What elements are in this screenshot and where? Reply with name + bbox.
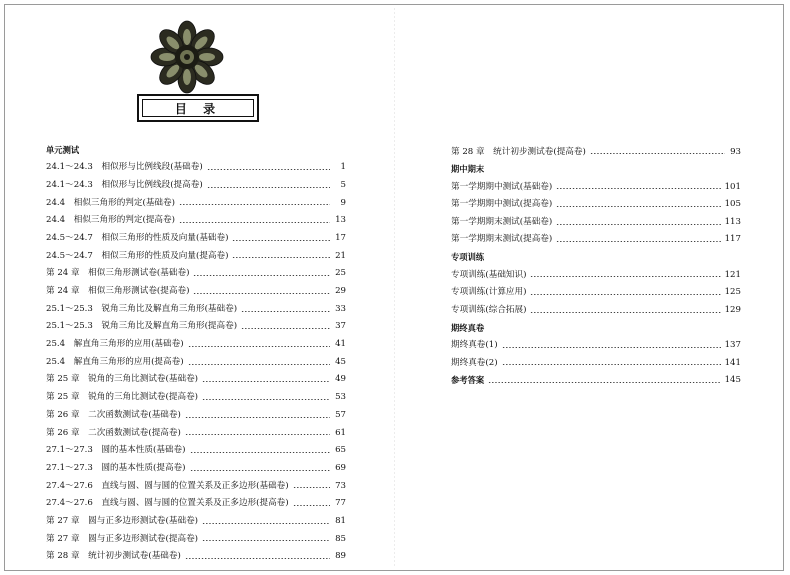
section-label: 期终真卷 [451, 322, 485, 333]
entry-label: 25.4 解直角三角形的应用(基础卷) [46, 339, 184, 350]
toc-entry[interactable] [46, 265, 346, 283]
leader-dots [202, 381, 330, 382]
section-label: 专项训练 [451, 252, 485, 263]
entry-label: 27.4～27.6 直线与圆、圆与圆的位置关系及正多边形(提高卷) [46, 498, 289, 509]
entry-label: 第 25 章 锐角的三角比测试卷(基础卷) [46, 374, 199, 385]
toc-entry[interactable] [46, 459, 346, 477]
entry-label: 第 25 章 锐角的三角比测试卷(提高卷) [46, 392, 199, 403]
page-number: 41 [335, 339, 346, 350]
entry-label: 专项训练(计算应用) [451, 287, 527, 298]
toc-section-heading [451, 161, 741, 179]
toc-entry[interactable] [46, 283, 346, 301]
entry-label: 24.4 相似三角形的判定(提高卷) [46, 215, 175, 226]
leader-dots [202, 399, 330, 400]
leader-dots [188, 364, 330, 365]
entry-label: 25.1～25.3 锐角三角比及解直角三角形(基础卷) [46, 303, 238, 314]
page-number: 57 [335, 409, 346, 420]
leader-dots [190, 452, 330, 453]
entry-label: 第一学期期末测试(提高卷) [451, 234, 553, 245]
entry-label: 期终真卷(1) [451, 340, 498, 351]
leader-dots [556, 224, 720, 225]
page-number: 81 [335, 515, 346, 526]
toc-entry[interactable] [46, 318, 346, 336]
page-number: 13 [335, 215, 346, 226]
page-number: 121 [724, 269, 741, 280]
entry-label: 第一学期期中测试(基础卷) [451, 181, 553, 192]
toc-entry[interactable] [46, 389, 346, 407]
page-number: 49 [335, 374, 346, 385]
page-number: 33 [335, 303, 346, 314]
toc-section-heading [451, 319, 741, 337]
toc-entry[interactable] [451, 143, 741, 161]
entry-label: 第 27 章 圆与正多边形测试卷(基础卷) [46, 515, 199, 526]
toc-entry[interactable] [46, 176, 346, 194]
page-number: 85 [335, 533, 346, 544]
toc-entry[interactable] [46, 477, 346, 495]
page-number: 65 [335, 445, 346, 456]
leader-dots [556, 241, 720, 242]
page-number: 77 [335, 498, 346, 509]
leader-dots [202, 540, 330, 541]
toc-section-heading [46, 141, 346, 159]
toc-entry[interactable] [46, 212, 346, 230]
toc-section-heading [451, 249, 741, 267]
leader-dots [190, 470, 330, 471]
entry-label: 专项训练(综合拓展) [451, 304, 527, 315]
toc-entry[interactable] [46, 247, 346, 265]
toc-entry[interactable] [46, 353, 346, 371]
page-number: 29 [335, 286, 346, 297]
leader-dots [530, 276, 720, 277]
toc-entry[interactable] [451, 213, 741, 231]
toc-title-box [137, 94, 259, 122]
toc-entry[interactable] [451, 372, 741, 390]
toc-entry[interactable] [46, 159, 346, 177]
leader-dots [590, 153, 725, 154]
toc-entry[interactable] [451, 266, 741, 284]
leader-dots [556, 188, 720, 189]
page-number: 137 [724, 340, 741, 351]
page-number: 69 [335, 462, 346, 473]
leader-dots [202, 523, 330, 524]
entry-label: 27.1～27.3 圆的基本性质(提高卷) [46, 462, 186, 473]
page-number: 129 [724, 304, 741, 315]
page-number: 125 [724, 287, 741, 298]
page-number: 5 [340, 179, 346, 190]
toc-entry[interactable] [46, 229, 346, 247]
toc-entry[interactable] [451, 178, 741, 196]
leader-dots [293, 487, 330, 488]
toc-entry[interactable] [46, 495, 346, 513]
entry-label: 专项训练(基础知识) [451, 269, 527, 280]
entry-label: 第 28 章 统计初步测试卷(提高卷) [451, 146, 586, 157]
entry-label: 第 28 章 统计初步测试卷(基础卷) [46, 551, 181, 562]
page-number: 117 [724, 234, 741, 245]
page-number: 89 [335, 551, 346, 562]
leader-dots [185, 417, 330, 418]
toc-entry[interactable] [46, 406, 346, 424]
toc-entry[interactable] [46, 371, 346, 389]
page-number: 61 [335, 427, 346, 438]
entry-label: 第 27 章 圆与正多边形测试卷(提高卷) [46, 533, 199, 544]
page-number: 1 [340, 162, 346, 173]
toc-entry[interactable] [46, 548, 346, 566]
page-number: 145 [724, 375, 741, 386]
page-number: 37 [335, 321, 346, 332]
flower-ornament-icon [150, 20, 224, 94]
entry-label: 24.5～24.7 相似三角形的性质及向量(提高卷) [46, 250, 229, 261]
leader-dots [502, 347, 721, 348]
page-number: 141 [724, 357, 741, 368]
toc-entry[interactable] [46, 530, 346, 548]
leader-dots [193, 293, 330, 294]
toc-entry[interactable] [46, 424, 346, 442]
entry-label: 24.5～24.7 相似三角形的性质及向量(基础卷) [46, 232, 229, 243]
entry-label: 27.1～27.3 圆的基本性质(基础卷) [46, 445, 186, 456]
leader-dots [179, 222, 330, 223]
toc-left-column [46, 141, 346, 566]
toc-entry[interactable] [451, 231, 741, 249]
leader-dots [232, 240, 330, 241]
page-number: 45 [335, 356, 346, 367]
toc-entry[interactable] [451, 354, 741, 372]
page-number: 21 [335, 250, 346, 261]
section-label: 单元测试 [46, 144, 80, 155]
page-number: 9 [340, 197, 346, 208]
page-number: 73 [335, 480, 346, 491]
page-number: 101 [724, 181, 741, 192]
page-number: 93 [730, 146, 741, 157]
toc-entry[interactable] [451, 337, 741, 355]
entry-label: 24.4 相似三角形的判定(基础卷) [46, 197, 175, 208]
entry-label: 第 26 章 二次函数测试卷(基础卷) [46, 409, 181, 420]
toc-entry[interactable] [46, 512, 346, 530]
leader-dots [185, 434, 330, 435]
leader-dots [530, 312, 720, 313]
entry-label: 25.1～25.3 锐角三角比及解直角三角形(提高卷) [46, 321, 238, 332]
leader-dots [179, 204, 330, 205]
entry-label: 27.4～27.6 直线与圆、圆与圆的位置关系及正多边形(基础卷) [46, 480, 289, 491]
entry-label: 第 24 章 相似三角形测试卷(基础卷) [46, 268, 190, 279]
leader-dots [293, 505, 330, 506]
leader-dots [502, 364, 721, 365]
page-number: 105 [724, 199, 741, 210]
leader-dots [193, 275, 330, 276]
leader-dots [556, 206, 720, 207]
leader-dots [241, 328, 330, 329]
toc-entry[interactable] [46, 336, 346, 354]
entry-label: 24.1～24.3 相似形与比例线段(提高卷) [46, 179, 203, 190]
entry-label: 第 24 章 相似三角形测试卷(提高卷) [46, 286, 190, 297]
leader-dots [185, 558, 330, 559]
toc-entry[interactable] [451, 284, 741, 302]
page-number: 113 [724, 216, 741, 227]
entry-label: 25.4 解直角三角形的应用(提高卷) [46, 356, 184, 367]
entry-label: 第一学期期末测试(基础卷) [451, 216, 553, 227]
entry-label: 参考答案 [451, 375, 485, 386]
section-label: 期中期末 [451, 164, 485, 175]
leader-dots [188, 346, 330, 347]
toc-entry[interactable] [46, 194, 346, 212]
page-title: 目 录 [142, 99, 254, 117]
page-number: 17 [335, 232, 346, 243]
toc-right-column [451, 143, 741, 389]
toc-entry[interactable] [46, 300, 346, 318]
leader-dots [207, 187, 330, 188]
toc-entry[interactable] [451, 301, 741, 319]
toc-entry[interactable] [451, 196, 741, 214]
page-number: 53 [335, 392, 346, 403]
entry-label: 第 26 章 二次函数测试卷(提高卷) [46, 427, 181, 438]
leader-dots [241, 311, 330, 312]
entry-label: 期终真卷(2) [451, 357, 498, 368]
page-number: 25 [335, 268, 346, 279]
leader-dots [232, 257, 330, 258]
leader-dots [488, 382, 720, 383]
entry-label: 24.1～24.3 相似形与比例线段(基础卷) [46, 162, 203, 173]
entry-label: 第一学期期中测试(提高卷) [451, 199, 553, 210]
toc-entry[interactable] [46, 442, 346, 460]
leader-dots [207, 169, 330, 170]
center-fold [394, 8, 395, 567]
leader-dots [530, 294, 720, 295]
